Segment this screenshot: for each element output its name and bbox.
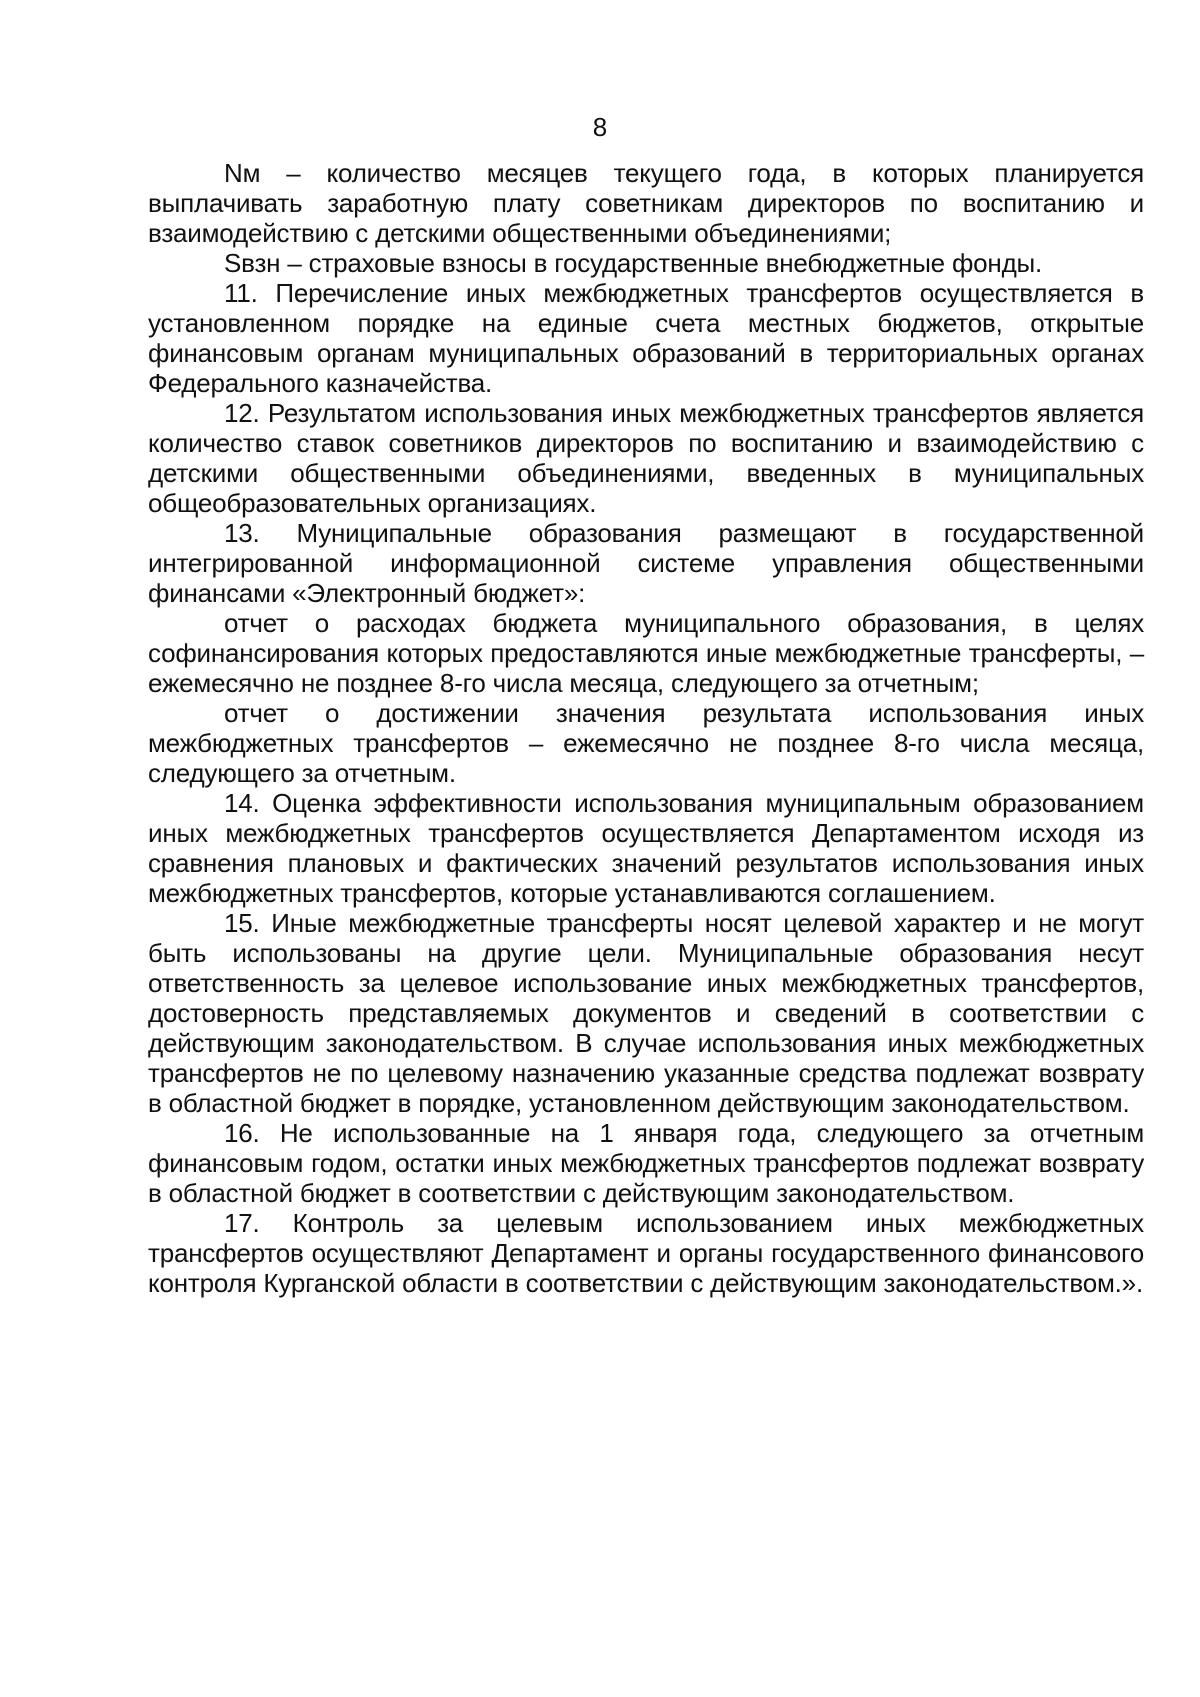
paragraph-11: 11. Перечисление иных межбюджетных трансфертов осуществляется в установленном порядке на единые счета местных бюджетов, открытые финансовым органам муниципальных образований в территориальных органах Федерального казначейства.	[148, 278, 1144, 398]
paragraph-13-report-result: отчет о достижении значения результата использования иных межбюджетных трансфертов – ежемесячно не позднее 8-го числа месяца, следующего за отчетным.	[148, 698, 1144, 788]
paragraph-nm-definition: Nм – количество месяцев текущего года, в которых планируется выплачивать заработную плату советникам директоров по воспитанию и взаимодействию с детскими общественными объединениями;	[148, 158, 1144, 248]
paragraph-15: 15. Иные межбюджетные трансферты носят целевой характер и не могут быть использованы на другие цели. Муниципальные образования несут ответственность за целевое использование иных межбюджетных трансфертов, достоверность представляемых документов и сведений в соответствии с действующим законодательством. В случае использования иных межбюджетных трансфертов не по целевому назначению указанные средства подлежат возврату в областной бюджет в порядке, установленном действующим законодательством.	[148, 908, 1144, 1118]
paragraph-14: 14. Оценка эффективности использования муниципальным образованием иных межбюджетных трансфертов осуществляется Департаментом исходя из сравнения плановых и фактических значений результатов использования иных межбюджетных трансфертов, которые устанавливаются соглашением.	[148, 788, 1144, 908]
paragraph-13: 13. Муниципальные образования размещают в государственной интегрированной информационной системе управления общественными финансами «Электронный бюджет»:	[148, 518, 1144, 608]
page-number: 8	[592, 112, 608, 142]
paragraph-12: 12. Результатом использования иных межбюджетных трансфертов является количество ставок советников директоров по воспитанию и взаимодействию с детскими общественными объединениями, введенных в муниципальных общеобразовательных организациях.	[148, 398, 1144, 518]
paragraph-17: 17. Контроль за целевым использованием иных межбюджетных трансфертов осуществляют Департамент и органы государственного финансового контроля Курганской области в соответствии с действующим законодательством.».	[148, 1208, 1144, 1298]
document-body	[148, 158, 1144, 1298]
paragraph-svzn-definition: Sвзн – страховые взносы в государственные внебюджетные фонды.	[224, 248, 1043, 278]
paragraph-13-report-expenses: отчет о расходах бюджета муниципального образования, в целях софинансирования которых предоставляются иные межбюджетные трансферты, – ежемесячно не позднее 8-го числа месяца, следующего за отчетным;	[148, 608, 1144, 698]
paragraph-16: 16. Не использованные на 1 января года, следующего за отчетным финансовым годом, остатки иных межбюджетных трансфертов подлежат возврату в областной бюджет в соответствии с действующим законодательством.	[148, 1118, 1144, 1208]
